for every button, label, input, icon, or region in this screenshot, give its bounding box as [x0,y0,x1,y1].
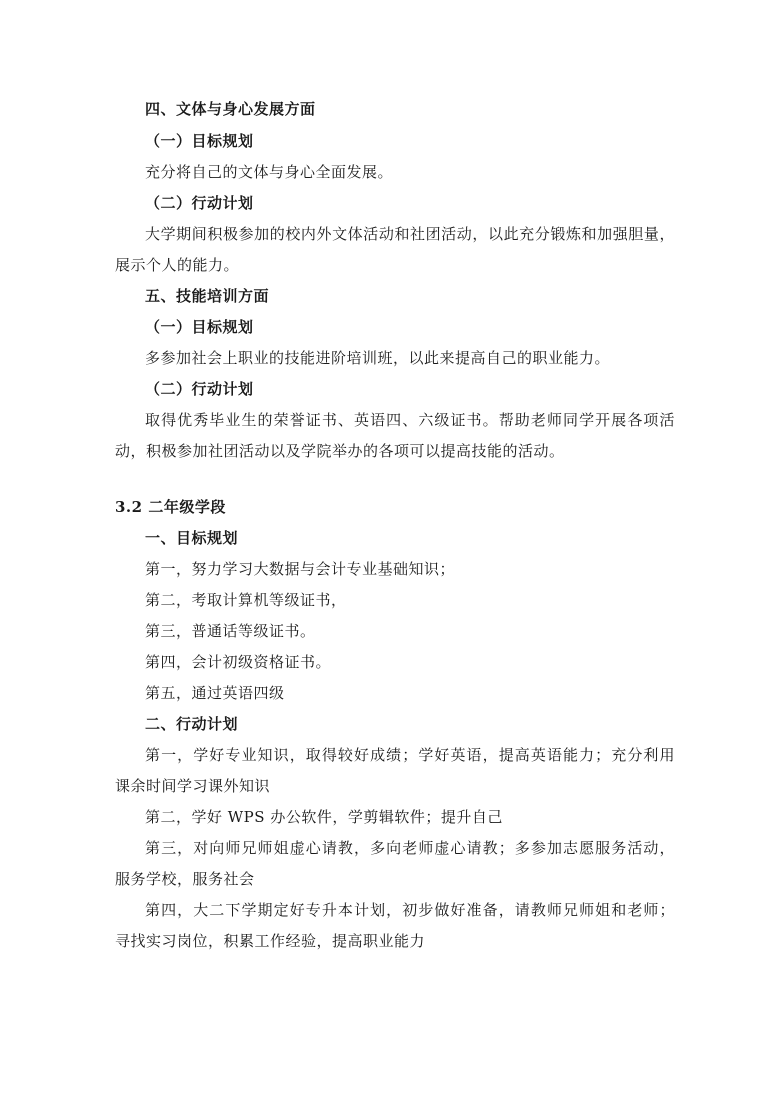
paragraph-line: 取得优秀毕业生的荣誉证书、英语四、六级证书。帮助老师同学开展各项活 [145,411,675,429]
subheading-action: （二）行动计划 [145,380,254,398]
paragraph-line: 动，积极参加社团活动以及学院举办的各项可以提高技能的活动。 [115,442,565,460]
list-item: 第四，大二下学期定好专升本计划，初步做好准备，请教师兄师姐和老师； [145,901,675,919]
paragraph: 多参加社会上职业的技能进阶培训班，以此来提高自己的职业能力。 [145,349,611,367]
list-item: 第三，普通话等级证书。 [145,622,316,640]
section-heading-grade2: 3.2 二年级学段 [115,498,226,516]
subheading-action: （二）行动计划 [145,194,254,212]
list-item: 第二，考取计算机等级证书， [145,591,347,609]
list-item: 第五，通过英语四级 [145,684,285,702]
paragraph: 充分将自己的文体与身心全面发展。 [145,163,394,181]
list-item: 第一，努力学习大数据与会计专业基础知识； [145,560,456,578]
subheading-goal: （一）目标规划 [145,132,254,150]
list-item: 第三，对向师兄师姐虚心请教，多向老师虚心请教；多参加志愿服务活动， [145,839,675,857]
subheading-actions: 二、行动计划 [145,715,239,733]
list-item: 第一，学好专业知识，取得较好成绩；学好英语，提高英语能力；充分利用 [145,746,675,764]
list-item-continuation: 课余时间学习课外知识 [115,777,271,795]
section-heading-skills: 五、技能培训方面 [145,287,270,305]
list-item: 第二，学好 WPS 办公软件，学剪辑软件；提升自己 [145,808,503,826]
list-item: 第四，会计初级资格证书。 [145,653,332,671]
paragraph-line: 展示个人的能力。 [115,256,240,274]
list-item-continuation: 服务学校，服务社会 [115,870,255,888]
list-item-continuation: 寻找实习岗位，积累工作经验，提高职业能力 [115,932,426,950]
paragraph-line: 大学期间积极参加的校内外文体活动和社团活动，以此充分锻炼和加强胆量， [145,225,675,243]
subheading-goal: （一）目标规划 [145,318,254,336]
subheading-goals: 一、目标规划 [145,529,239,547]
section-heading-sports: 四、文体与身心发展方面 [145,100,316,118]
